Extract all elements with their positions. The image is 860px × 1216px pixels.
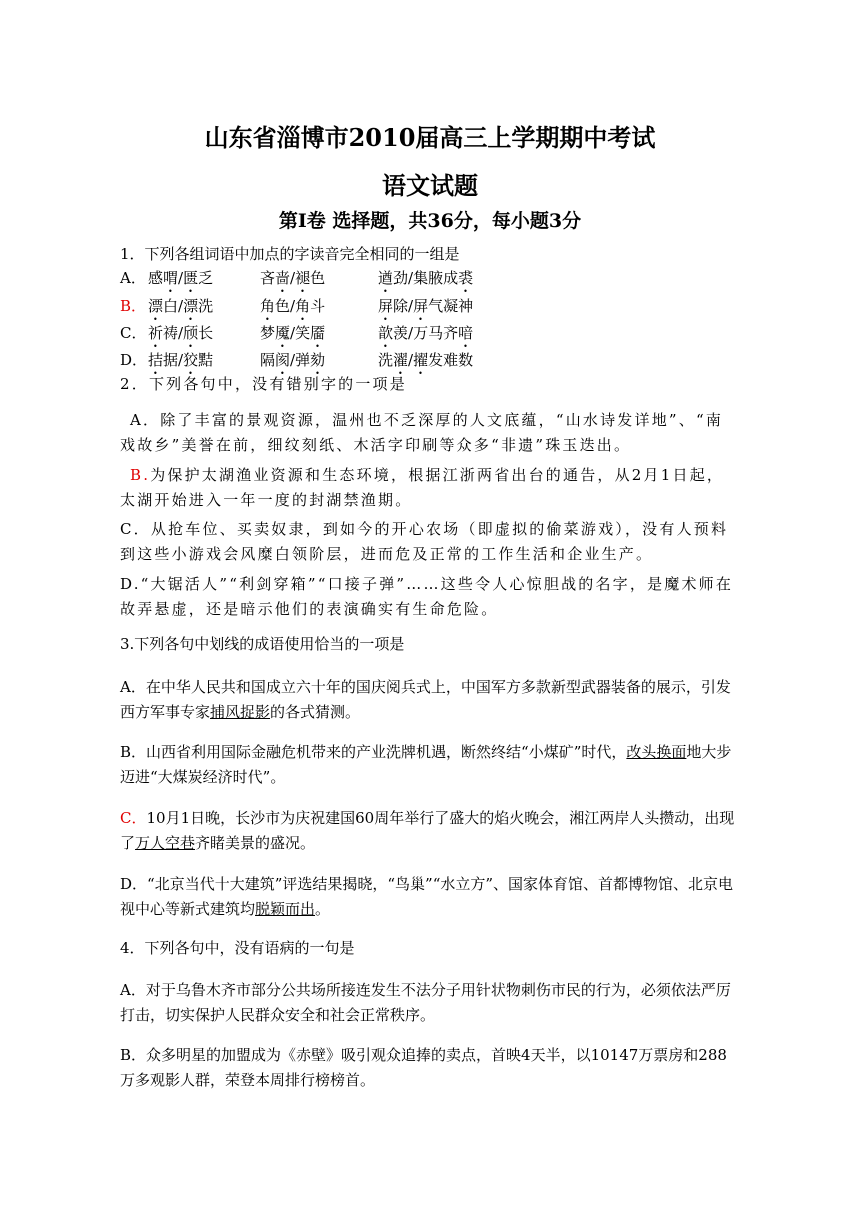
dotted-char: 遒	[378, 269, 394, 287]
underlined-idiom: 万人空巷	[135, 834, 196, 852]
word-part: 长	[198, 324, 214, 342]
word-part: /集腋成	[408, 269, 459, 287]
q1-option-letter: D．	[120, 351, 148, 369]
word-part: /弹	[290, 351, 311, 369]
q3-option-a	[120, 675, 740, 725]
dotted-char: 啬	[275, 269, 291, 287]
q4-option-a: A．对于乌鲁木齐市部分公共场所接连发生不法分子用针状物刺伤市民的行为，必须依法严厉打击，切实保护人民群众安全和社会正常秩序。	[120, 981, 731, 1024]
word-part: 祷/	[163, 324, 184, 342]
word-part: 据/	[163, 351, 184, 369]
option-text: A．在中华人民共和国成立六十年的国庆阅兵式上，中国军方多款新型武器装备的展示，引发西方军事专家	[120, 678, 731, 721]
q2-option-a: A．除了丰富的景观资源，温州也不乏深厚的人文底蕴，“山水诗发详地”、“南戏故乡”美誉在前，细纹刻纸、木活字印刷等众多“非遗”珠玉迭出。	[120, 411, 724, 454]
q1-option-b-words-2	[260, 296, 325, 324]
word-part: 隔	[260, 351, 276, 369]
word-part: 除/	[393, 297, 414, 315]
q1-option-c-words-2	[260, 323, 325, 351]
dotted-char: 角	[295, 297, 311, 315]
dotted-char: 喟	[163, 269, 179, 287]
word-part: 色	[310, 269, 326, 287]
q3-option-b	[120, 740, 740, 790]
word-part: 羡/万马齐	[393, 324, 459, 342]
dotted-char: 颀	[183, 324, 199, 342]
word-part: 笑	[295, 324, 311, 342]
q1-option-a-words-3	[378, 268, 473, 296]
dotted-char: 匮	[183, 269, 199, 287]
word-part: 感	[148, 269, 164, 287]
q3-stem: 3.下列各句中划线的成语使用恰当的一项是	[120, 635, 405, 653]
q2-stem: 2．下列各句中，没有错别字的一项是	[120, 375, 407, 393]
word-part: 劲	[393, 269, 409, 287]
option-text: D．“北京当代十大建筑”评选结果揭晓，“鸟巢”“水立方”、国家体育馆、首都博物馆、北京电视中心等新式建筑均	[120, 875, 734, 918]
dotted-char: 拮	[148, 351, 164, 369]
word-part: 黠	[198, 351, 214, 369]
q4-stem: 4．下列各句中，没有语病的一句是	[120, 939, 355, 957]
dotted-char: 喑	[458, 324, 474, 342]
word-part: 气凝神	[428, 297, 474, 315]
word-part: /	[178, 269, 184, 287]
word-part: /	[408, 351, 414, 369]
word-part: /	[290, 324, 296, 342]
word-part: 乏	[198, 269, 214, 287]
dotted-char: 狡	[183, 351, 199, 369]
dotted-char: 靥	[310, 324, 326, 342]
word-part: 吝	[260, 269, 276, 287]
dotted-char: 漂	[148, 297, 164, 315]
dotted-char: 阂	[275, 351, 291, 369]
q3-option-c	[120, 806, 740, 856]
q1-option-c-words-3	[378, 323, 473, 351]
word-part: 色/	[275, 297, 296, 315]
exam-subtitle: 语文试题	[382, 171, 478, 200]
dotted-char: 劾	[310, 351, 326, 369]
word-part: 洗	[378, 351, 394, 369]
q2-option-d: D.“大锯活人”“利剑穿箱”“口接子弹”……这些令人心惊胆战的名字，是魔术师在故弄悬虚，还是暗示他们的表演确实有生命危险。	[120, 575, 734, 618]
dotted-char: 魇	[275, 324, 291, 342]
q2-option-b	[120, 463, 740, 513]
dotted-char: 祈	[148, 324, 164, 342]
word-part: 白/	[163, 297, 184, 315]
q4-option-b: B．众多明星的加盟成为《赤壁》吸引观众追捧的卖点，首映4天半，以10147万票房和288万多观影人群，荣登本周排行榜榜首。	[120, 1046, 727, 1089]
word-part: 发难数	[428, 351, 474, 369]
dotted-char: 濯	[393, 351, 409, 369]
word-part: 斗	[310, 297, 326, 315]
word-part: 洗	[198, 297, 214, 315]
dotted-char: 擢	[413, 351, 429, 369]
q2-option-c: C．从抢车位、买卖奴隶，到如今的开心农场（即虚拟的偷菜游戏），没有人预料到这些小游戏会风糜白领阶层，进而危及正常的工作生活和企业生产。	[120, 520, 729, 563]
option-text: B．山西省利用国际金融危机带来的产业洗牌机遇，断然终结“小煤矿”时代，	[120, 743, 627, 761]
section-heading: 第Ⅰ卷 选择题，共36分，每小题3分	[278, 210, 582, 232]
word-part: 梦	[260, 324, 276, 342]
exam-title: 山东省淄博市2010届高三上学期期中考试	[204, 123, 656, 152]
option-text: 为保护太湖渔业资源和生态环境，根据江浙两省出台的通告，从2月1日起，太湖开始进入一年一度的封湖禁渔期。	[120, 466, 725, 509]
option-text: 地大步迈进“大煤炭经济时代”。	[120, 743, 732, 786]
answer-letter: C．	[120, 809, 147, 827]
q1-stem: 1．下列各组词语中加点的字读音完全相同的一组是	[120, 245, 460, 263]
q1-option-b-words-3	[378, 296, 473, 324]
q1-option-a-words-2	[260, 268, 325, 296]
dotted-char: 角	[260, 297, 276, 315]
dotted-char: 屏	[378, 297, 394, 315]
word-part: /	[290, 269, 296, 287]
dotted-char: 歆	[378, 324, 394, 342]
q1-option-letter: A．	[120, 269, 146, 287]
dotted-char: 裘	[458, 269, 474, 287]
underlined-idiom: 改头换面	[626, 743, 687, 761]
underlined-idiom: 捕风捉影	[210, 703, 271, 721]
option-text: 齐睹美景的盛况。	[195, 834, 316, 852]
option-text: 10月1日晚，长沙市为庆祝建国60周年举行了盛大的焰火晚会，湘江两岸人头攒动，出现了	[120, 809, 735, 852]
dotted-char: 褪	[295, 269, 311, 287]
dotted-char: 漂	[183, 297, 199, 315]
q1-option-c-words-1	[148, 323, 213, 351]
q3-option-d	[120, 872, 740, 922]
answer-letter: B.	[130, 466, 151, 484]
q1-option-a-words-1	[148, 268, 213, 296]
option-text: 的各式猜测。	[270, 703, 361, 721]
option-text: 。	[315, 900, 331, 918]
q1-option-letter: C．	[120, 324, 147, 342]
dotted-char: 屏	[413, 297, 429, 315]
q1-option-letter-answer: B．	[120, 297, 147, 315]
q1-option-b-words-1	[148, 296, 213, 324]
underlined-idiom: 脱颖而出	[255, 900, 316, 918]
